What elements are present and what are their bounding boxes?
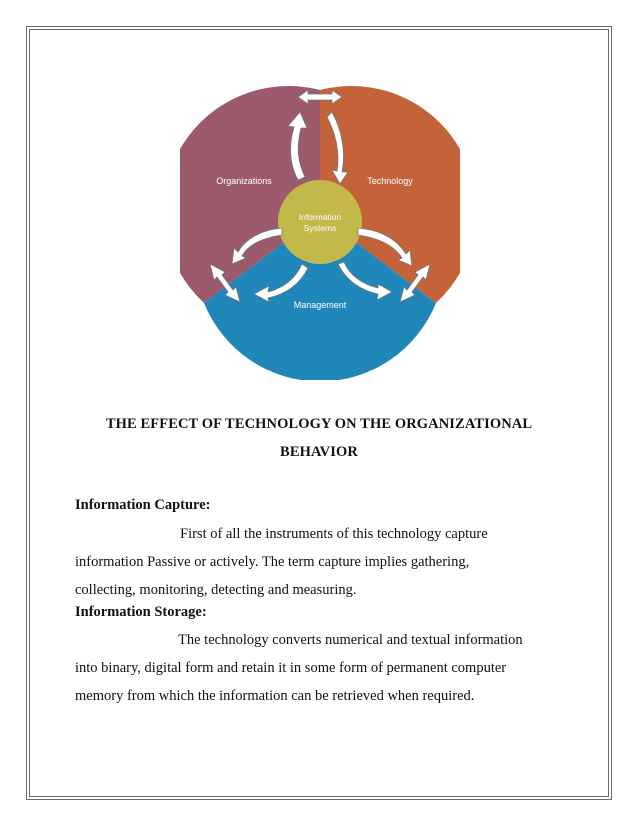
information-systems-diagram bbox=[180, 70, 460, 380]
section-heading-storage: Information Storage: bbox=[75, 604, 207, 620]
organizations-label: Organizations bbox=[216, 176, 272, 186]
technology-label: Technology bbox=[367, 176, 413, 186]
center-label-line2: Systems bbox=[303, 223, 337, 233]
paragraph-line: The technology converts numerical and textual information bbox=[178, 632, 523, 648]
paragraph-line: memory from which the information can be retrieved when required. bbox=[75, 688, 475, 704]
paragraph-line: into binary, digital form and retain it in some form of permanent computer bbox=[75, 660, 507, 676]
management-label: Management bbox=[293, 300, 347, 310]
paragraph-line: First of all the instruments of this technology capture bbox=[180, 526, 488, 542]
paragraph-line: collecting, monitoring, detecting and measuring. bbox=[75, 582, 357, 598]
information-systems-center bbox=[278, 180, 362, 264]
diagram-svg bbox=[180, 70, 460, 380]
paragraph-line: information Passive or actively. The term capture implies gathering, bbox=[75, 554, 470, 570]
document-title-line2: BEHAVIOR bbox=[280, 444, 358, 460]
document-title-line1: THE EFFECT OF TECHNOLOGY ON THE ORGANIZATIONAL bbox=[105, 416, 533, 432]
section-heading-capture: Information Capture: bbox=[75, 497, 211, 513]
center-label-line1: Information bbox=[298, 212, 342, 222]
